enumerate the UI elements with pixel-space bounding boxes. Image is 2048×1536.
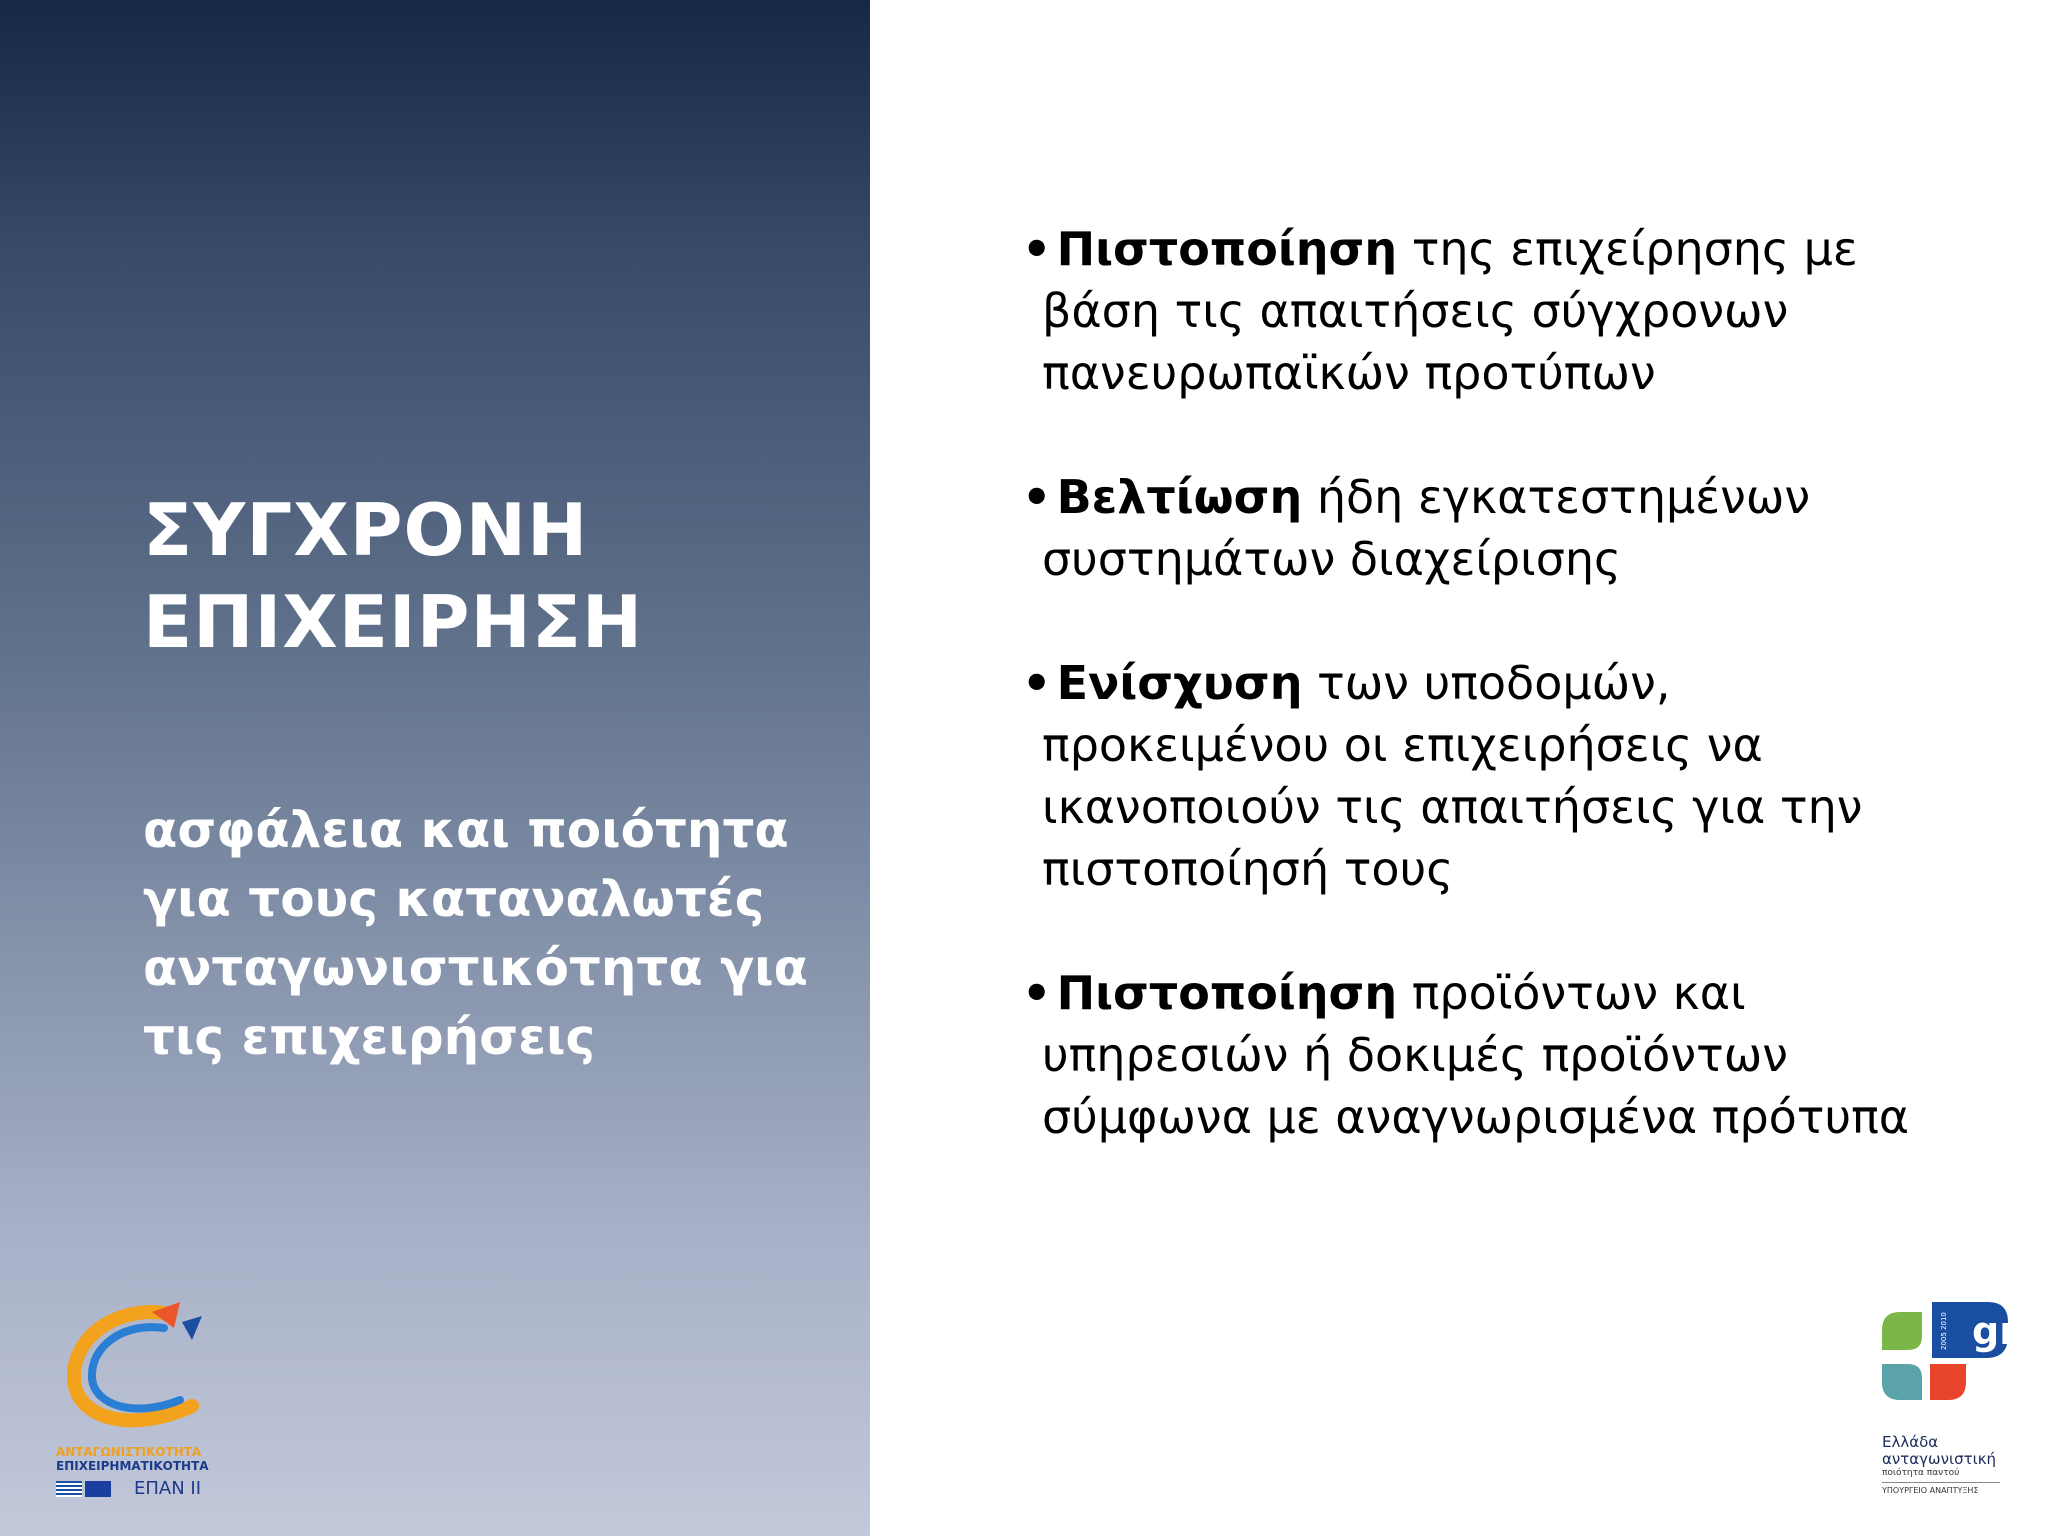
greece-quality-logo: [1880, 1300, 2030, 1510]
slide-title: [143, 484, 843, 668]
bullet-dot-icon: •: [1022, 222, 1052, 276]
swoosh-logo-icon: [52, 1294, 232, 1444]
bullet-keyword: Πιστοποίηση: [1056, 222, 1398, 276]
bullet-text: ήδη εγκατεστημένων: [1302, 470, 1811, 524]
bullet-item: [1022, 962, 2022, 1148]
logo-text-line: ΕΠΙΧΕΙΡΗΜΑΤΙΚΟΤΗΤΑ: [56, 1459, 209, 1473]
logo-years: 2005 2010: [1940, 1312, 1948, 1350]
bullet-keyword: Βελτίωση: [1056, 470, 1303, 524]
bullet-list: [1022, 218, 2022, 1148]
bullet-line: υπηρεσιών ή δοκιμές προϊόντων: [1042, 1028, 1788, 1082]
logo-text-line: ΕΠΑΝ ΙΙ: [134, 1478, 202, 1499]
logo-text-line: ποιότητα παντού: [1882, 1468, 1960, 1478]
bullet-item: [1022, 652, 2022, 900]
subtitle-line: για τους καταναλωτές: [143, 870, 765, 928]
logo-divider: [1882, 1482, 2000, 1483]
subtitle-line: ανταγωνιστικότητα για: [143, 939, 808, 997]
logo-text-line: ΑΝΤΑΓΩΝΙΣΤΙΚΟΤΗΤΑ: [56, 1445, 202, 1459]
bullet-line: πανευρωπαϊκών προτύπων: [1042, 346, 1656, 400]
bullet-keyword: Ενίσχυση: [1056, 656, 1303, 710]
greek-flag-icon: [56, 1481, 82, 1497]
logo-text-line: ανταγωνιστική: [1882, 1450, 1997, 1468]
bullet-line: πιστοποίησή τους: [1042, 842, 1454, 896]
bullet-text: των υποδομών,: [1302, 656, 1671, 710]
bullet-line: προκειμένου οι επιχειρήσεις να: [1042, 718, 1763, 772]
title-line: ΕΠΙΧΕΙΡΗΣΗ: [143, 580, 644, 664]
bullet-line: βάση τις απαιτήσεις σύγχρονων: [1042, 284, 1789, 338]
bullet-dot-icon: •: [1022, 966, 1052, 1020]
flags: [56, 1478, 111, 1497]
bullet-dot-icon: •: [1022, 470, 1052, 524]
logo-text-line: Ελλάδα: [1882, 1433, 1939, 1451]
logo-text-line: ΥΠΟΥΡΓΕΙΟ ΑΝΑΠΤΥΞΗΣ: [1882, 1486, 1979, 1495]
left-panel: [0, 0, 870, 1536]
bullet-dot-icon: •: [1022, 656, 1052, 710]
bullet-text: προϊόντων και: [1397, 966, 1746, 1020]
competitiveness-logo: [52, 1294, 232, 1504]
eu-flag-icon: [85, 1481, 111, 1497]
slide-subtitle: [143, 796, 863, 1072]
bullet-keyword: Πιστοποίηση: [1056, 966, 1398, 1020]
bullet-line: σύμφωνα με αναγνωρισμένα πρότυπα: [1042, 1090, 1910, 1144]
bullet-item: [1022, 466, 2022, 590]
bullet-line: ικανοποιούν τις απαιτήσεις για την: [1042, 780, 1863, 834]
subtitle-line: τις επιχειρήσεις: [143, 1008, 596, 1066]
bullet-item: [1022, 218, 2022, 404]
bullet-line: συστημάτων διαχείρισης: [1042, 532, 1621, 586]
title-line: ΣΥΓΧΡΟΝΗ: [143, 488, 589, 572]
bullet-text: της επιχείρησης με: [1397, 222, 1858, 276]
leaves-logo-icon: [1880, 1300, 2018, 1430]
subtitle-line: ασφάλεια και ποιότητα: [143, 801, 789, 859]
logo-mark: gr: [1972, 1309, 2018, 1353]
